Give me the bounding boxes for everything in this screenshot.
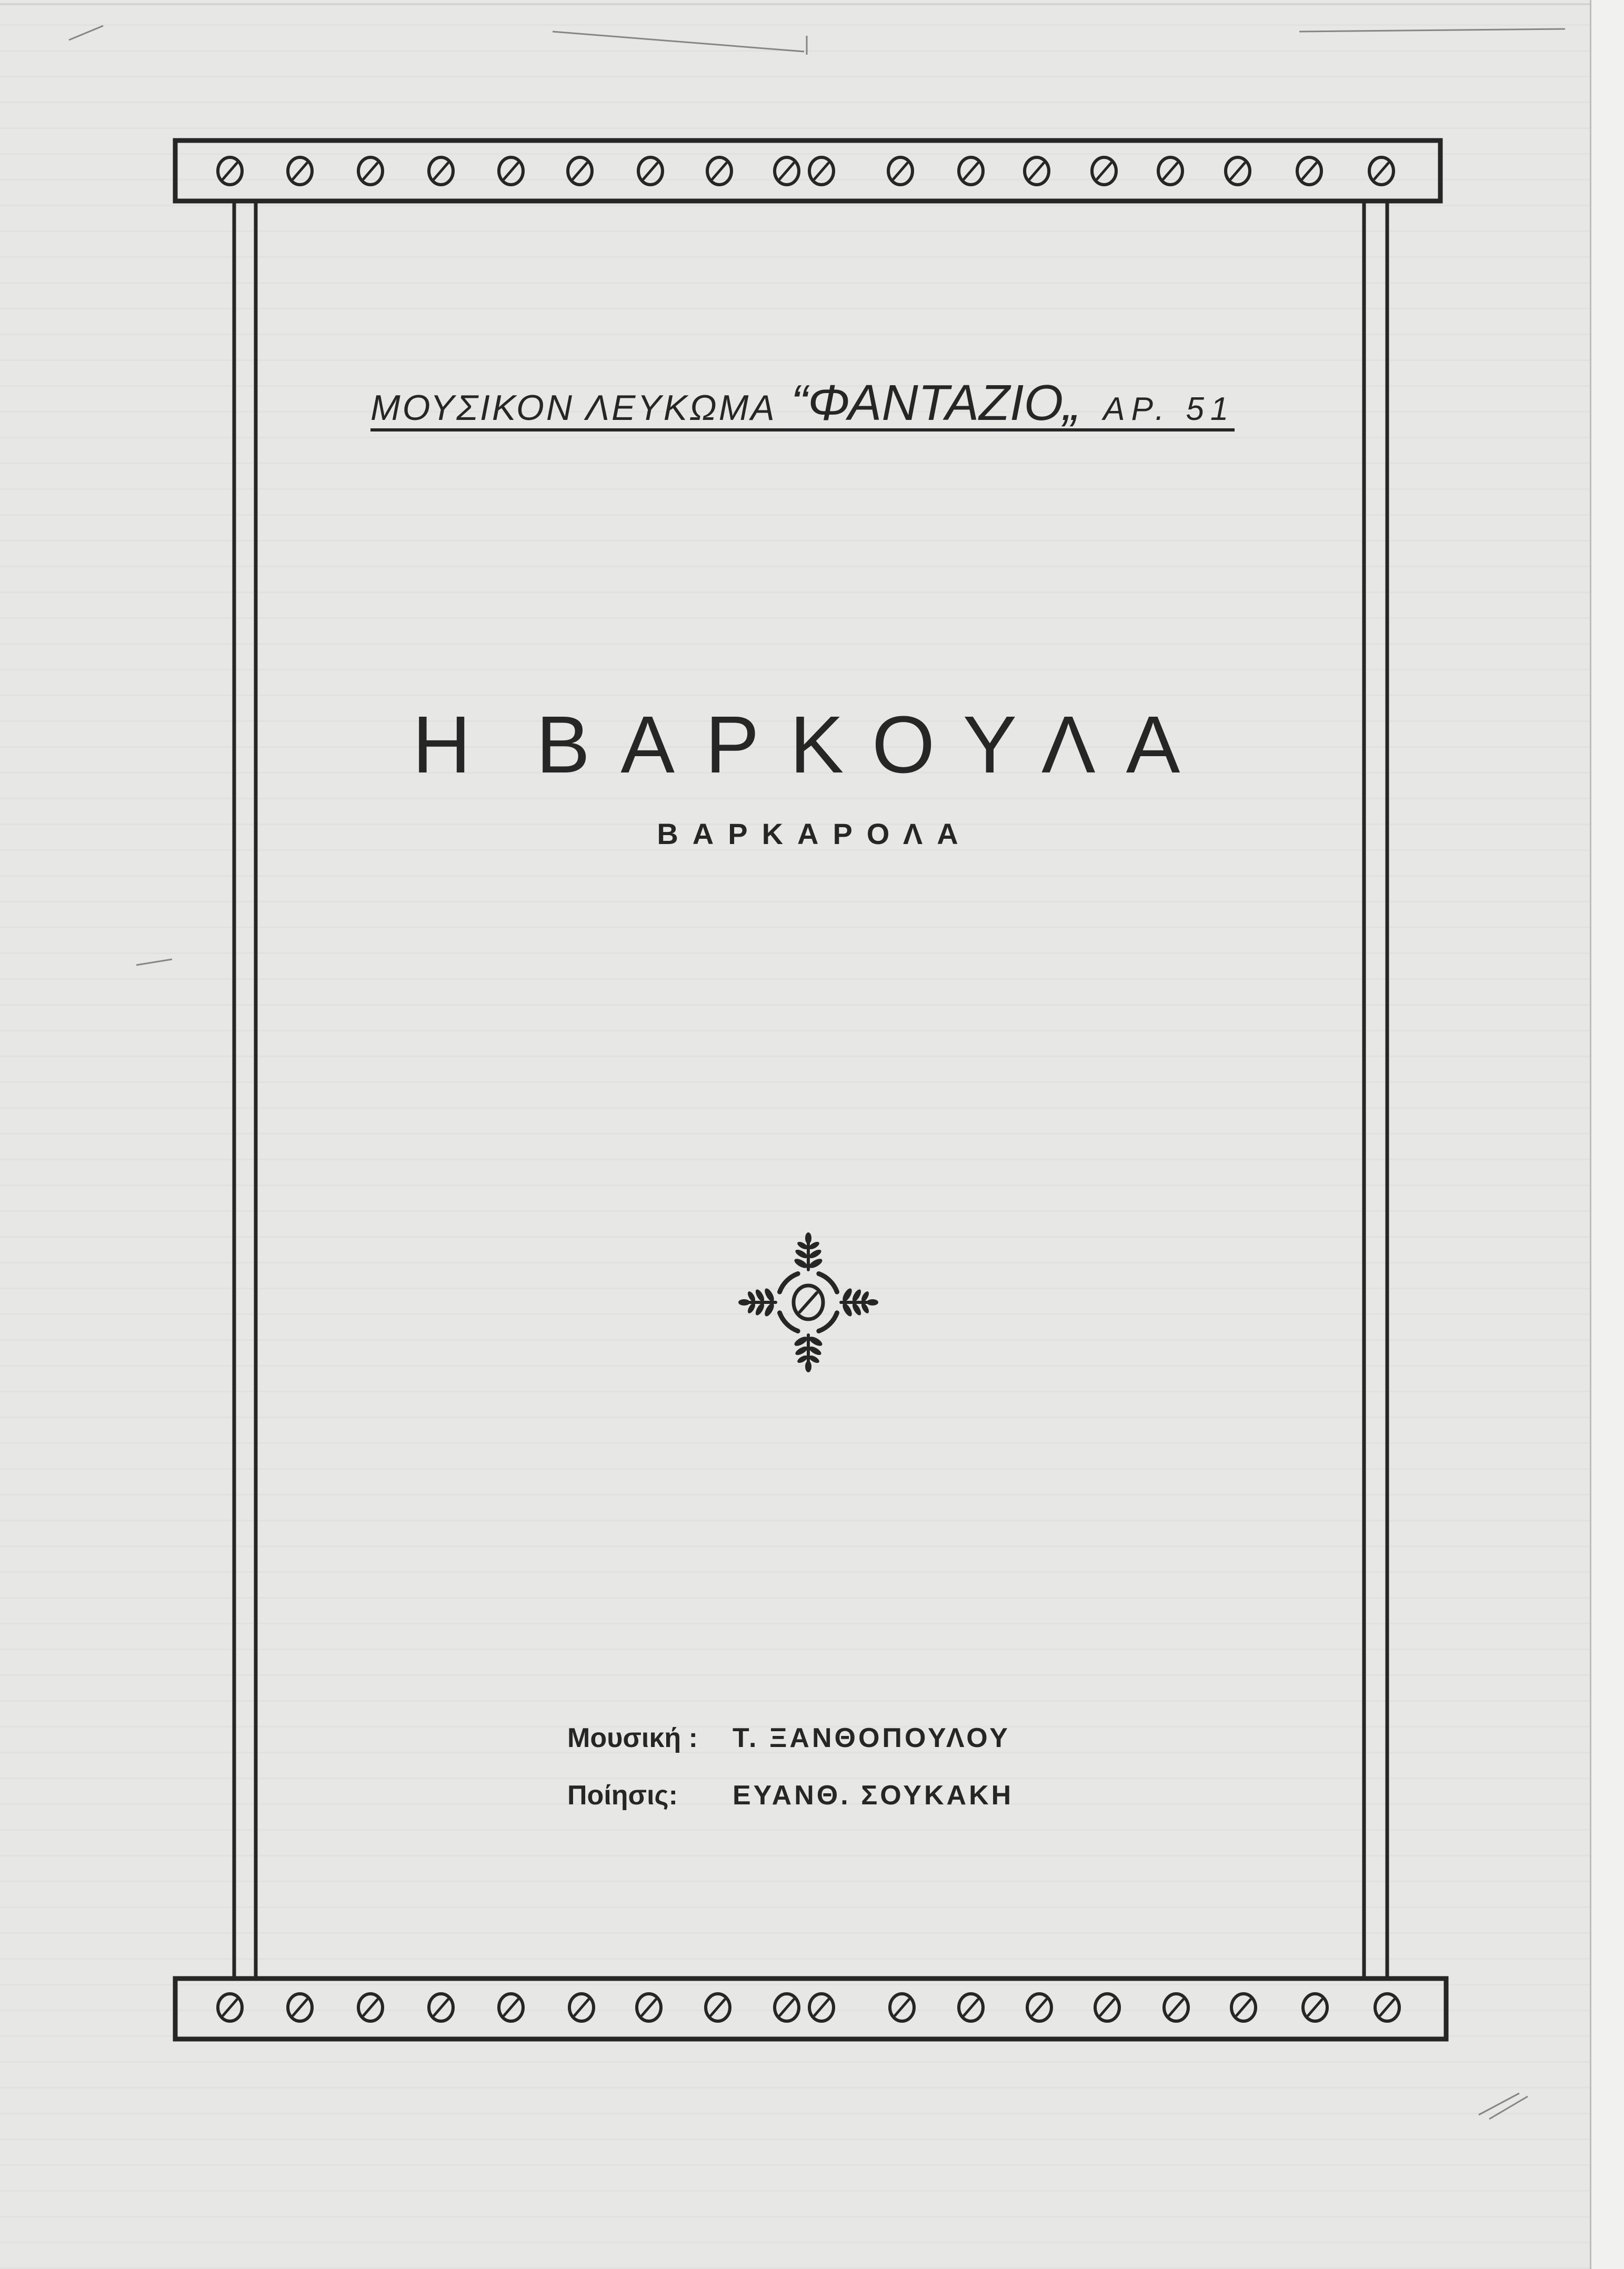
album-name: “ΦΑΝΤΑΖΙΟ„ — [790, 375, 1080, 431]
circle-slash-icon — [1027, 1994, 1051, 2021]
circle-slash-icon — [775, 1994, 799, 2021]
leaf-sprig-right — [841, 1287, 878, 1318]
circle-slash-icon — [638, 157, 663, 185]
circle-slash-icon — [959, 157, 983, 185]
circle-slash-icon — [1303, 1994, 1327, 2021]
circle-slash-icon — [218, 1994, 242, 2021]
circle-slash-icon — [499, 1994, 523, 2021]
song-title: Η ΒΑΡΚΟΥΛΑ — [412, 699, 1211, 790]
circle-slash-icon — [890, 1994, 914, 2021]
circle-slash-icon — [1226, 157, 1250, 185]
circle-slash-icon — [775, 157, 799, 185]
credit-row-lyrics — [567, 1782, 1014, 1809]
circle-slash-icon — [706, 1994, 730, 2021]
credit-row-music — [567, 1724, 1010, 1752]
circle-slash-icon — [429, 1994, 453, 2021]
top-border-band — [175, 140, 1440, 201]
circle-slash-icon — [1095, 1994, 1119, 2021]
song-subtitle: ΒΑΡΚΑΡΟΛΑ — [657, 817, 973, 850]
leaf-sprig-left — [738, 1287, 776, 1318]
circle-slash-icon — [1369, 157, 1394, 185]
circle-slash-icon — [809, 1994, 834, 2021]
right-border-lines — [1364, 201, 1387, 1979]
ornament-center-icon — [794, 1286, 823, 1319]
circle-slash-icon — [1025, 157, 1049, 185]
lyricist-name: ΕΥΑΝΘ. ΣΟΥΚΑΚΗ — [733, 1780, 1014, 1811]
album-label: ΜΟΥΣΙΚΟΝ ΛΕΥΚΩΜΑ — [370, 388, 777, 428]
floral-ornament-icon — [738, 1232, 878, 1372]
circle-slash-icon — [1231, 1994, 1256, 2021]
circle-slash-icon — [288, 1994, 312, 2021]
top-band-ornaments — [218, 157, 1394, 185]
circle-slash-icon — [707, 157, 731, 185]
leaf-sprig-bottom — [793, 1335, 824, 1372]
album-number: ΑΡ. 51 — [1103, 391, 1235, 427]
lyrics-label: Ποίησις: — [567, 1780, 678, 1811]
circle-slash-icon — [1164, 1994, 1188, 2021]
circle-slash-icon — [637, 1994, 661, 2021]
composer-name: Τ. ΞΑΝΘΟΠΟΥΛΟΥ — [733, 1723, 1010, 1753]
circle-slash-icon — [288, 157, 312, 185]
circle-slash-icon — [499, 157, 523, 185]
circle-slash-icon — [809, 157, 834, 185]
circle-slash-icon — [888, 157, 913, 185]
left-border-lines — [234, 201, 256, 1979]
circle-slash-icon — [358, 157, 383, 185]
leaf-sprig-top — [793, 1232, 824, 1270]
circle-slash-icon — [1158, 157, 1182, 185]
circle-slash-icon — [1092, 157, 1116, 185]
bottom-border-band — [175, 1979, 1446, 2039]
album-series-heading — [370, 375, 1235, 431]
circle-slash-icon — [358, 1994, 383, 2021]
circle-slash-icon — [1375, 1994, 1399, 2021]
circle-slash-icon — [1297, 157, 1321, 185]
circle-slash-icon — [569, 1994, 594, 2021]
circle-slash-icon — [218, 157, 242, 185]
circle-slash-icon — [568, 157, 592, 185]
circle-slash-icon — [959, 1994, 983, 2021]
music-label: Μουσική : — [567, 1723, 698, 1753]
bottom-band-ornaments — [218, 1994, 1399, 2021]
circle-slash-icon — [429, 157, 453, 185]
